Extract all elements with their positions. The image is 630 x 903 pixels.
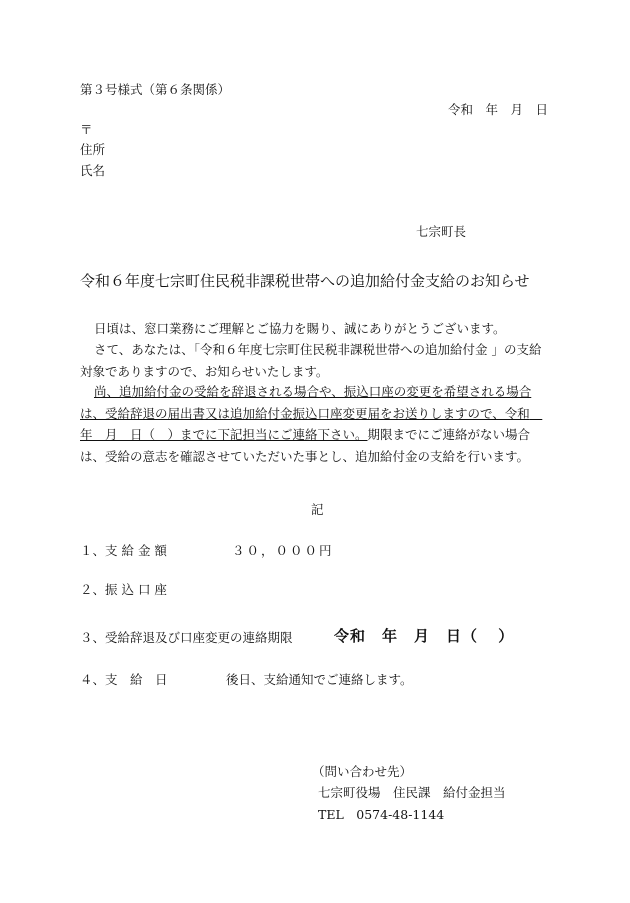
paragraph-eligibility: さて、あなたは、「令和６年度七宗町住民税非課税世帯への追加給付金 」の支給対象でありますので、お知らせいたします。 [80,342,542,379]
contact-office: 七宗町役場 住民課 給付金担当 [318,785,506,800]
item-deadline-value: 令和 年 月 日（ ） [334,627,515,645]
paragraph-notice [80,381,552,467]
issue-date: 令和 年 月 日 [448,102,549,117]
address-label: 住所 [80,142,106,157]
item-amount-value: ３０，０００円 [232,543,334,558]
item-payday-value: 後日、支給通知でご連絡します。 [226,672,413,687]
item-deadline-label: ３、受給辞退及び口座変更の連絡期限 [80,630,293,645]
underlined-notice: 尚、追加給付金の受給を辞退される場合や、振込口座の変更を希望される場合は、受給辞退の届出書又は追加給付金振込口座変更届をお送りしますので、令和 年 月 日（ ）までに下記担当にご連絡下さい。 [80,384,543,442]
postal-mark: 〒 [80,122,93,137]
name-label: 氏名 [80,163,106,178]
item-payday-label: ４、支 給 日 [80,672,168,687]
contact-heading: （問い合わせ先） [312,764,413,779]
item-amount-label: １、支 給 金 額 [80,543,167,558]
document-title: 令和６年度七宗町住民税非課税世帯への追加給付金支給のお知らせ [80,272,530,290]
item-account-label: ２、振 込 口 座 [80,582,167,597]
form-number: 第３号様式（第６条関係） [80,82,231,97]
contact-phone: TEL 0574-48-1144 [318,807,445,822]
ki-heading: 記 [311,502,324,517]
issuer: 七宗町長 [416,224,467,239]
notice-continuation: 期限までにご連絡がない場合は、受給の意志を確認させていただいた事とし、追加給付金の支給を行います。 [80,427,531,464]
paragraph-greeting: 日頃は、窓口業務にご理解とご協力を賜り、誠にありがとうございます。 [94,321,506,336]
